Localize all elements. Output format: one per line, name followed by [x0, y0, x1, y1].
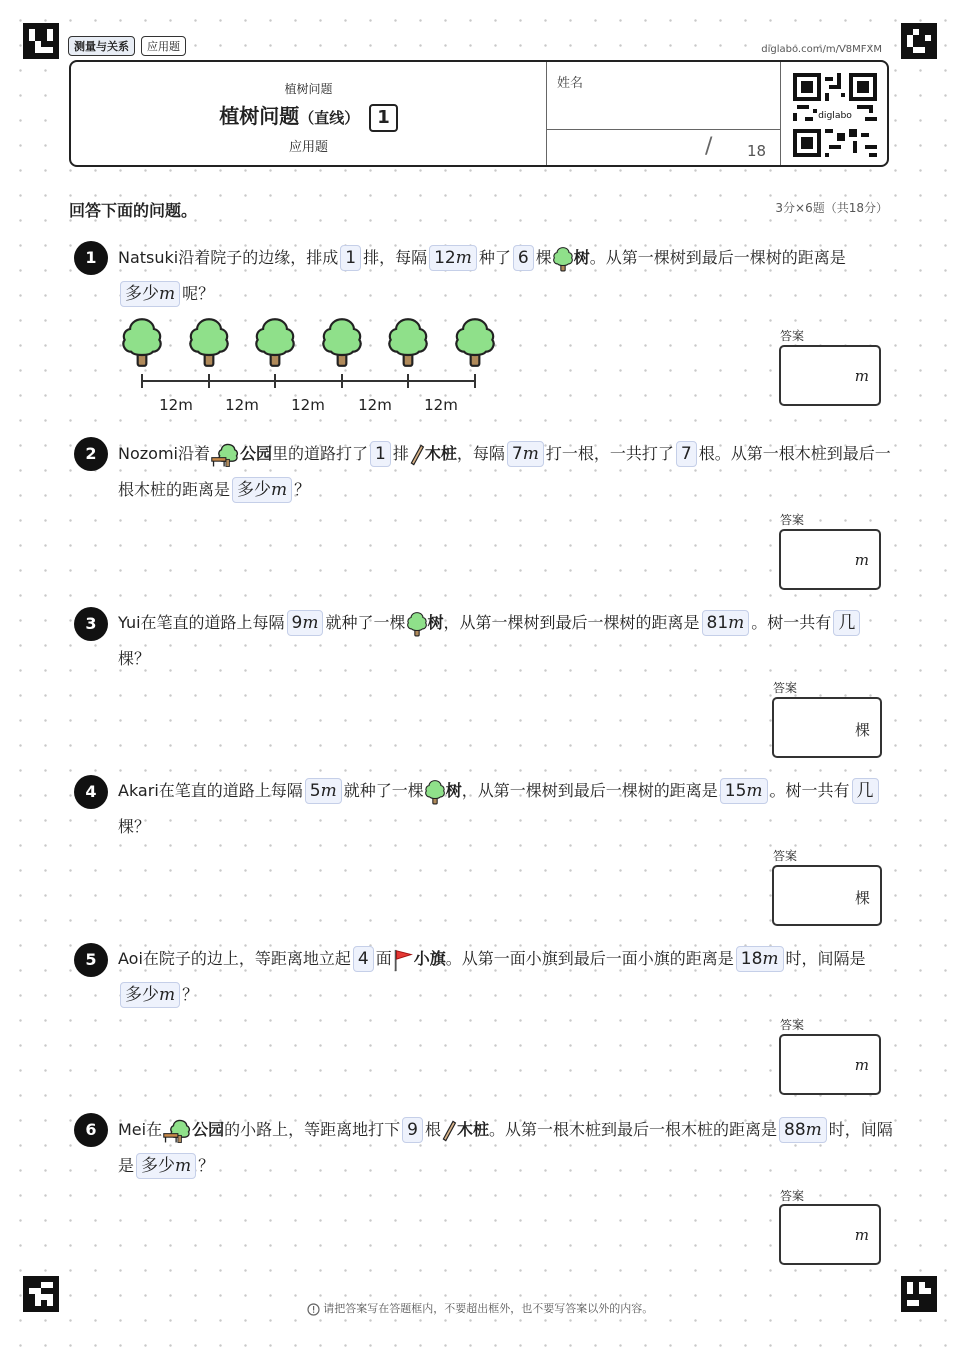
flag-icon: [392, 948, 414, 972]
worksheet-header: [69, 60, 889, 167]
page-title-text: 植树问题: [219, 104, 300, 128]
figure-tree-icon: [190, 319, 227, 366]
tree-icon: [406, 611, 428, 637]
type-tag: 应用题: [141, 36, 186, 56]
corner-marker-top-right-icon: [901, 23, 937, 59]
figure-tree-icon: [456, 319, 493, 366]
name-score-area[interactable]: [546, 62, 781, 165]
tree-icon: [552, 246, 574, 272]
score-slash: /: [705, 134, 713, 159]
answer-label: 答案: [773, 681, 798, 695]
header-subtitle: 应用题: [288, 140, 328, 155]
stake-icon: [441, 1119, 457, 1143]
question-4-text: Akari在笔直的道路上每隔 5m 就种了一棵 树，从第一棵树到最后一棵树的距离是 15m 。树一共有 几棵？: [118, 773, 893, 845]
qr-code-icon: [793, 73, 877, 157]
header-title-area: [71, 62, 546, 165]
points-info: 3分×6题（共18分）: [775, 201, 888, 215]
answer-box-6[interactable]: [779, 1204, 881, 1265]
score-total: 18: [747, 142, 767, 160]
footer-note: [0, 1300, 960, 1316]
figure-interval-label: 12m: [358, 396, 392, 414]
answer-unit: m: [854, 1226, 869, 1244]
answer-unit: 棵: [854, 721, 870, 739]
question-number: 3: [74, 607, 108, 641]
question-5-text: Aoi在院子的边上，等距离地立起 4 面 小旗。从第一面小旗到最后一面小旗的距离是 18m 时，间隔是多少m ？: [118, 941, 893, 1013]
question-2-text: Nozomi沿着 公园里的道路打了 1 排 木桩，每隔 7m 打一根，一共打了 7 根。从第一根木桩到最后一根木桩的距离是 多少m ？: [118, 436, 893, 508]
info-icon: [307, 1303, 320, 1316]
figure-interval-label: 12m: [424, 396, 458, 414]
answer-box-4[interactable]: [772, 865, 882, 926]
figure-trees: [123, 319, 493, 366]
source-url: diglabo.com/m/V8MFXM: [761, 44, 882, 55]
figure-tree-icon: [123, 319, 160, 366]
answer-label: 答案: [780, 513, 805, 527]
page-title-sub: （直线）: [299, 109, 360, 127]
park-icon: [210, 442, 240, 468]
instruction: 回答下面的问题。: [69, 201, 198, 220]
figure-interval-label: 12m: [225, 396, 259, 414]
answer-label: 答案: [780, 1018, 805, 1032]
question-number: 2: [74, 437, 108, 471]
score-divider: [547, 129, 780, 130]
figure-tree-icon: [389, 319, 426, 366]
corner-marker-top-left-icon: [23, 23, 59, 59]
answer-unit: m: [854, 551, 869, 569]
answer-box-5[interactable]: [779, 1034, 881, 1095]
answer-unit: m: [854, 1056, 869, 1074]
answer-box-2[interactable]: [779, 529, 881, 590]
qr-brand-text: diglabo: [818, 110, 852, 122]
footer-text: 请把答案写在答题框内，不要超出框外，也不要写答案以外的内容。: [323, 1302, 654, 1315]
answer-box-3[interactable]: [772, 697, 882, 758]
question-3-text: Yui在笔直的道路上每隔 9m 就种了一棵 树，从第一棵树到最后一棵树的距离是 81m 。树一共有 几棵？: [118, 605, 893, 677]
question-6-text: Mei在 公园的小路上，等距离地打下 9 根 木桩。从第一根木桩到最后一根木桩的距离是 88m 时，间隔是 多少m ？: [118, 1112, 893, 1184]
question-number: 1: [74, 241, 108, 275]
tree-spacing-figure: [120, 316, 500, 416]
answer-unit: 棵: [854, 889, 870, 907]
question-number: 4: [74, 775, 108, 809]
tag-row: [68, 36, 186, 56]
stake-icon: [409, 443, 425, 467]
question-number: 6: [74, 1113, 108, 1147]
answer-label: 答案: [780, 1189, 805, 1203]
answer-label: 答案: [780, 329, 805, 343]
worksheet-number: 1: [369, 104, 398, 132]
park-icon: [162, 1118, 192, 1144]
figure-tree-icon: [323, 319, 360, 366]
answer-label: 答案: [773, 849, 798, 863]
category-tag: 测量与关系: [68, 36, 135, 56]
question-number: 5: [74, 943, 108, 977]
page-title: [71, 100, 546, 132]
name-label: 姓名: [557, 76, 584, 91]
header-supertitle: 植树问题: [284, 82, 333, 96]
figure-interval-label: 12m: [159, 396, 193, 414]
figure-tree-icon: [256, 319, 293, 366]
answer-box-1[interactable]: [779, 345, 881, 406]
answer-unit: m: [854, 367, 869, 385]
tree-icon: [424, 779, 446, 805]
question-1-text: Natsuki沿着院子的边缘，排成 1 排，每隔 12m 种了 6 棵 树。从第一棵树到最后一棵树的距离是多少m 呢？: [118, 240, 893, 312]
figure-interval-label: 12m: [291, 396, 325, 414]
